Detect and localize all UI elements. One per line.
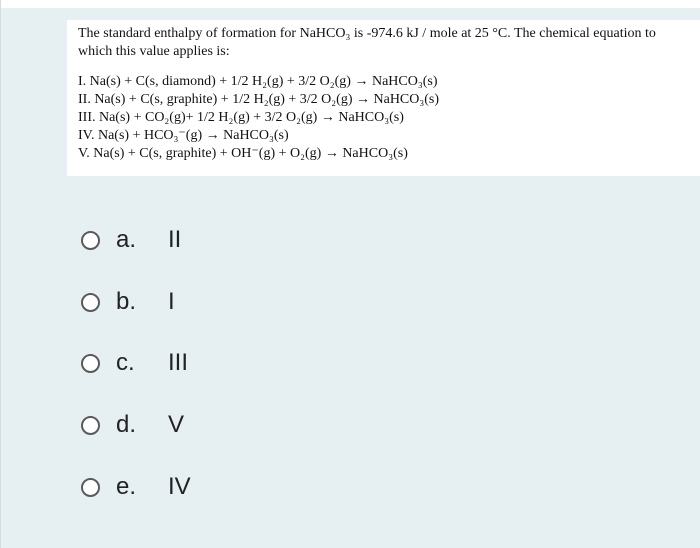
radio-button-d[interactable] bbox=[81, 416, 100, 435]
equation-2: II. Na(s) + C(s, graphite) + 1/2 H₂(g) + 3/2 O₂(g) → NaHCO₃(s) bbox=[78, 92, 440, 107]
option-d[interactable] bbox=[81, 405, 184, 445]
option-a-letter: a. bbox=[116, 226, 137, 253]
option-a-value: II bbox=[168, 226, 182, 253]
equation-3: III. Na(s) + CO₂(g)+ 1/2 H₂(g) + 3/2 O₂(g) → NaHCO₃(s) bbox=[78, 110, 404, 125]
option-c-letter: c. bbox=[116, 349, 135, 376]
question-text-line2: which this value applies is: bbox=[78, 44, 230, 59]
radio-button-e[interactable] bbox=[81, 478, 100, 497]
option-c[interactable] bbox=[81, 343, 188, 383]
option-d-letter: d. bbox=[116, 411, 137, 438]
option-b-value: I bbox=[168, 288, 175, 315]
option-a[interactable] bbox=[81, 220, 181, 260]
option-b[interactable] bbox=[81, 282, 175, 322]
equation-5: V. Na(s) + C(s, graphite) + OH⁻(g) + O₂(g) → NaHCO₃(s) bbox=[78, 146, 408, 161]
option-e[interactable] bbox=[81, 467, 191, 507]
option-e-letter: e. bbox=[116, 473, 137, 500]
radio-button-b[interactable] bbox=[81, 293, 100, 312]
radio-button-c[interactable] bbox=[81, 354, 100, 373]
option-c-value: III bbox=[168, 349, 189, 376]
option-d-value: V bbox=[168, 411, 185, 438]
question-box bbox=[67, 20, 700, 176]
equation-1: I. Na(s) + C(s, diamond) + 1/2 H₂(g) + 3/2 O₂(g) → NaHCO₃(s) bbox=[78, 74, 438, 89]
question-text-line1: The standard enthalpy of formation for NaHCO₃ is -974.6 kJ / mole at 25 °C. The chemical equation to bbox=[78, 26, 656, 41]
equation-4: IV. Na(s) + HCO₃⁻(g) → NaHCO₃(s) bbox=[78, 128, 289, 143]
radio-button-a[interactable] bbox=[81, 231, 100, 250]
top-strip bbox=[1, 0, 700, 8]
option-b-letter: b. bbox=[116, 288, 137, 315]
option-e-value: IV bbox=[168, 473, 191, 500]
